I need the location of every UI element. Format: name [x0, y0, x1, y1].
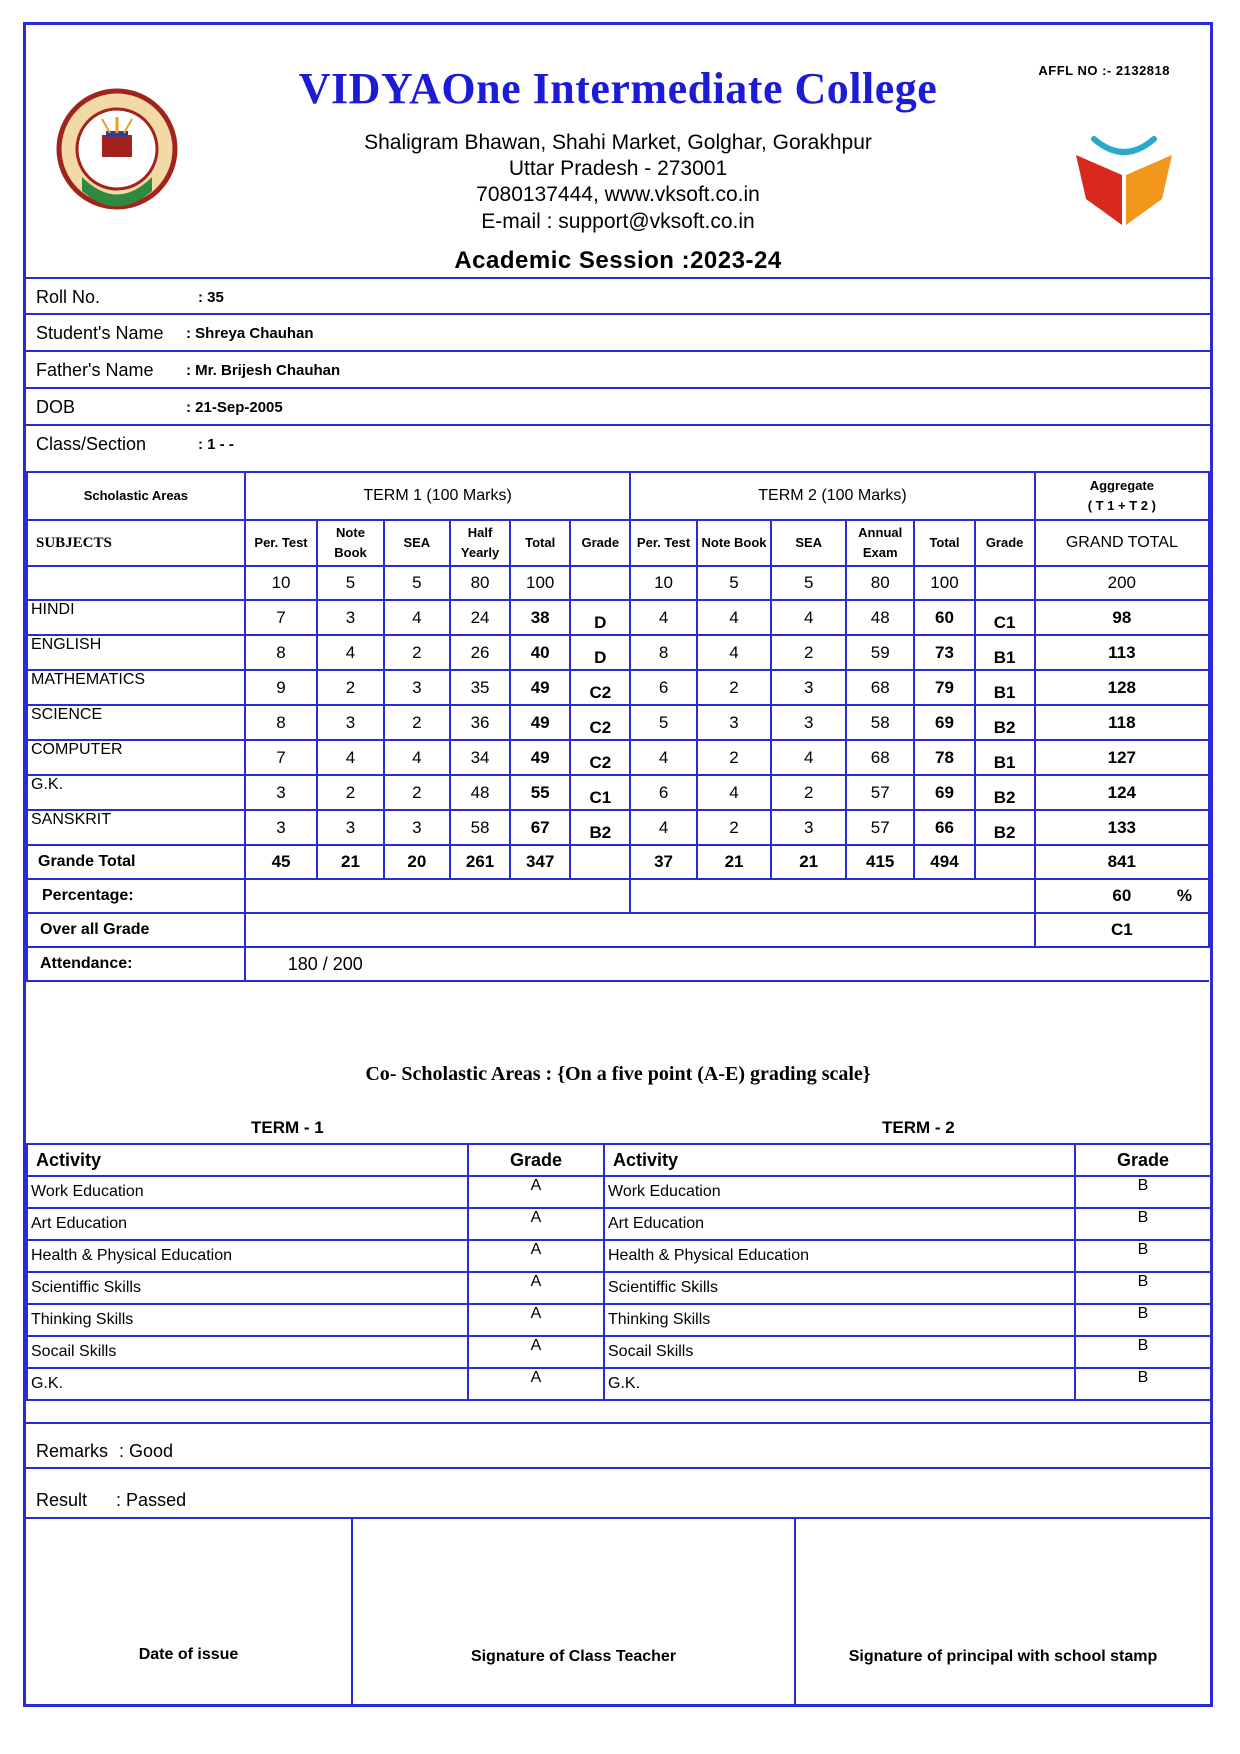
total-cell: 494	[914, 845, 974, 879]
subject-name: ENGLISH	[27, 635, 245, 670]
total-cell: 415	[846, 845, 914, 879]
mark-cell: 2	[384, 635, 450, 670]
t1-grade-cell: D	[570, 600, 630, 635]
overall-grade-row	[27, 913, 1209, 947]
remarks-label: Remarks	[36, 1441, 109, 1461]
list-item	[27, 1240, 604, 1272]
subject-name: SCIENCE	[27, 705, 245, 740]
mark-cell: 7	[245, 600, 318, 635]
info-row-father	[26, 350, 1210, 386]
t2-grade-cell: B2	[975, 775, 1035, 810]
grand-total-header: GRAND TOTAL	[1035, 520, 1209, 566]
t1-grade-cell: C2	[570, 740, 630, 775]
result-label: Result	[36, 1490, 88, 1510]
table-row	[27, 635, 1209, 670]
percentage-t1-empty	[245, 879, 631, 913]
total-cell: 37	[630, 845, 696, 879]
mark-cell: 36	[450, 705, 510, 740]
t2-col-total: Total	[914, 520, 974, 566]
mark-cell: 5	[630, 705, 696, 740]
mark-cell: 6	[630, 670, 696, 705]
grand-total-row	[27, 845, 1209, 879]
attendance-row	[27, 947, 1209, 981]
mark-cell: 4	[771, 600, 846, 635]
mark-cell: 4	[630, 740, 696, 775]
t1-max-3: 80	[450, 566, 510, 600]
activity-name: Thinking Skills	[604, 1304, 1075, 1336]
percentage-cell	[1035, 879, 1209, 913]
attendance-value: 180 / 200	[245, 947, 1209, 981]
total-cell: 20	[384, 845, 450, 879]
aggregate-header	[1035, 472, 1209, 520]
co-scholastic-title: Co- Scholastic Areas : {On a five point (A-E) grading scale}	[365, 1063, 871, 1085]
t1-col-halfyearly: Half Yearly	[450, 520, 510, 566]
t2-max-5	[975, 566, 1035, 600]
t1-total-cell: 67	[510, 810, 570, 845]
co-term2-label: TERM - 2	[882, 1118, 955, 1137]
t1-max-1: 5	[317, 566, 383, 600]
list-item	[27, 1304, 604, 1336]
grand-max: 200	[1035, 566, 1209, 600]
activity-grade: B	[1075, 1272, 1211, 1304]
activity-grade: B	[1075, 1304, 1211, 1336]
principal-signature: Signature of principal with school stamp	[848, 1648, 1158, 1665]
mark-cell: 4	[771, 740, 846, 775]
mark-cell: 8	[245, 635, 318, 670]
list-item	[604, 1272, 1211, 1304]
subjects-header: SUBJECTS	[27, 520, 245, 566]
mark-cell: 8	[630, 635, 696, 670]
t2-total-cell: 66	[914, 810, 974, 845]
mark-cell: 3	[384, 670, 450, 705]
t1-col-pertest: Per. Test	[245, 520, 318, 566]
t2-total-cell: 73	[914, 635, 974, 670]
mark-cell: 4	[317, 740, 383, 775]
t1-max-0: 10	[245, 566, 318, 600]
mark-cell: 4	[697, 635, 772, 670]
t2-col-sea: SEA	[771, 520, 846, 566]
activity-name: G.K.	[604, 1368, 1075, 1400]
list-item	[604, 1176, 1211, 1208]
overall-grade-value: C1	[1035, 913, 1209, 947]
t2-total-cell: 79	[914, 670, 974, 705]
t1-total-cell: 49	[510, 670, 570, 705]
scholastic-table	[26, 471, 1210, 982]
mark-cell: 3	[771, 810, 846, 845]
mark-cell: 2	[771, 775, 846, 810]
term1-header: TERM 1 (100 Marks)	[245, 472, 631, 520]
total-cell	[975, 845, 1035, 879]
grade-header: Grade	[468, 1144, 604, 1176]
mark-cell: 57	[846, 810, 914, 845]
t1-col-notebook: Note Book	[317, 520, 383, 566]
mark-cell: 2	[697, 670, 772, 705]
mark-cell: 34	[450, 740, 510, 775]
remarks-line	[36, 1441, 173, 1462]
mark-cell: 3	[771, 705, 846, 740]
percentage-value: 60	[1112, 886, 1132, 905]
t2-grade-cell: B2	[975, 705, 1035, 740]
mark-cell: 2	[771, 635, 846, 670]
signature-divider	[26, 1517, 1210, 1519]
activity-grade: B	[1075, 1240, 1211, 1272]
list-item	[27, 1208, 604, 1240]
table-row	[27, 705, 1209, 740]
t1-total-cell: 49	[510, 740, 570, 775]
father-value: : Mr. Brijesh Chauhan	[186, 362, 341, 379]
mark-cell: 26	[450, 635, 510, 670]
email-line: E-mail : support@vksoft.co.in	[481, 210, 755, 233]
activity-name: G.K.	[27, 1368, 468, 1400]
mark-cell: 6	[630, 775, 696, 810]
mark-cell: 4	[384, 600, 450, 635]
activity-name: Art Education	[27, 1208, 468, 1240]
activity-name: Socail Skills	[604, 1336, 1075, 1368]
subject-name: SANSKRIT	[27, 810, 245, 845]
mark-cell: 2	[384, 775, 450, 810]
overall-grade-label: Over all Grade	[27, 913, 245, 947]
date-of-issue: Date of issue	[138, 1646, 239, 1663]
class-teacher-signature: Signature of Class Teacher	[470, 1648, 677, 1665]
grand-total-value: 841	[1035, 845, 1209, 879]
t2-total-cell: 69	[914, 775, 974, 810]
dob-label: DOB	[36, 397, 76, 417]
roll-label: Roll No.	[36, 287, 101, 307]
grand-total-cell: 113	[1035, 635, 1209, 670]
father-label: Father's Name	[36, 360, 154, 380]
t1-col-total: Total	[510, 520, 570, 566]
table-row	[27, 740, 1209, 775]
grand-total-cell: 128	[1035, 670, 1209, 705]
subject-name: COMPUTER	[27, 740, 245, 775]
t1-grade-cell: C1	[570, 775, 630, 810]
dob-value: : 21-Sep-2005	[186, 399, 283, 416]
t2-total-cell: 69	[914, 705, 974, 740]
overall-grade-empty	[245, 913, 1035, 947]
grade-header: Grade	[1075, 1144, 1211, 1176]
activity-header: Activity	[27, 1144, 468, 1176]
table-row	[27, 775, 1209, 810]
t2-max-4: 100	[914, 566, 974, 600]
mark-cell: 3	[697, 705, 772, 740]
t1-total-cell: 38	[510, 600, 570, 635]
list-item	[27, 1368, 604, 1400]
t2-total-cell: 78	[914, 740, 974, 775]
t2-grade-cell: B1	[975, 670, 1035, 705]
list-item	[604, 1208, 1211, 1240]
scholastic-areas-header: Scholastic Areas	[27, 472, 245, 520]
mark-cell: 2	[384, 705, 450, 740]
mark-cell: 4	[384, 740, 450, 775]
t2-max-1: 5	[697, 566, 772, 600]
info-row-class	[26, 424, 1210, 472]
contact-line: 7080137444, www.vksoft.co.in	[476, 183, 760, 206]
t2-max-0: 10	[630, 566, 696, 600]
co-term2-head	[604, 1144, 1211, 1176]
percentage-row	[27, 879, 1209, 913]
grand-total-cell: 124	[1035, 775, 1209, 810]
list-item	[604, 1368, 1211, 1400]
activity-name: Work Education	[604, 1176, 1075, 1208]
t1-grade-cell: C2	[570, 670, 630, 705]
activity-grade: B	[1075, 1368, 1211, 1400]
address-line-2: Uttar Pradesh - 273001	[508, 157, 728, 180]
mark-cell: 58	[450, 810, 510, 845]
t2-grade-cell: B1	[975, 635, 1035, 670]
mark-cell: 3	[245, 775, 318, 810]
name-label: Student's Name	[36, 323, 164, 343]
t1-col-sea: SEA	[384, 520, 450, 566]
mark-cell: 2	[697, 740, 772, 775]
signature-separator	[794, 1519, 796, 1704]
percent-sign: %	[1176, 886, 1192, 905]
name-value: : Shreya Chauhan	[186, 325, 314, 342]
mark-cell: 3	[317, 600, 383, 635]
header	[26, 25, 1210, 277]
mark-cell: 3	[317, 705, 383, 740]
activity-name: Scientiffic Skills	[604, 1272, 1075, 1304]
activity-grade: A	[468, 1176, 604, 1208]
grand-total-cell: 98	[1035, 600, 1209, 635]
t2-grade-cell: C1	[975, 600, 1035, 635]
activity-grade: A	[468, 1240, 604, 1272]
activity-name: Health & Physical Education	[604, 1240, 1075, 1272]
t2-col-notebook: Note Book	[697, 520, 772, 566]
activity-grade: A	[468, 1368, 604, 1400]
grand-total-cell: 118	[1035, 705, 1209, 740]
class-value: : 1 - -	[198, 436, 234, 453]
aggregate-label: Aggregate	[1089, 478, 1154, 493]
t1-grade-cell: D	[570, 635, 630, 670]
table-row	[27, 600, 1209, 635]
t2-total-cell: 60	[914, 600, 974, 635]
t2-grade-cell: B2	[975, 810, 1035, 845]
t2-max-2: 5	[771, 566, 846, 600]
mark-cell: 59	[846, 635, 914, 670]
activity-name: Thinking Skills	[27, 1304, 468, 1336]
mark-cell: 68	[846, 740, 914, 775]
mark-cell: 4	[317, 635, 383, 670]
total-cell: 21	[771, 845, 846, 879]
mark-cell: 57	[846, 775, 914, 810]
t1-max-4: 100	[510, 566, 570, 600]
t2-col-annual: Annual Exam	[846, 520, 914, 566]
grand-total-cell: 133	[1035, 810, 1209, 845]
activity-grade: B	[1075, 1208, 1211, 1240]
percentage-t2-empty	[630, 879, 1034, 913]
total-cell: 45	[245, 845, 318, 879]
activity-name: Health & Physical Education	[27, 1240, 468, 1272]
t1-total-cell: 55	[510, 775, 570, 810]
list-item	[604, 1304, 1211, 1336]
address-line-1: Shaligram Bhawan, Shahi Market, Golghar, Gorakhpur	[364, 131, 872, 154]
max-row-label	[27, 566, 245, 600]
info-row-name	[26, 313, 1210, 349]
mark-cell: 3	[771, 670, 846, 705]
co-term1-table	[26, 1143, 605, 1401]
activity-grade: B	[1075, 1336, 1211, 1368]
school-name: VIDYAOne Intermediate College	[298, 64, 938, 113]
table-row	[27, 810, 1209, 845]
t1-max-5	[570, 566, 630, 600]
list-item	[604, 1240, 1211, 1272]
activity-name: Work Education	[27, 1176, 468, 1208]
report-card	[23, 22, 1213, 1707]
t1-total-cell: 40	[510, 635, 570, 670]
mark-cell: 48	[846, 600, 914, 635]
remarks-value: : Good	[119, 1441, 174, 1461]
mark-cell: 4	[697, 775, 772, 810]
activity-grade: A	[468, 1208, 604, 1240]
mark-cell: 3	[245, 810, 318, 845]
mark-cell: 68	[846, 670, 914, 705]
mark-cell: 4	[630, 600, 696, 635]
mark-cell: 8	[245, 705, 318, 740]
total-cell: 21	[317, 845, 383, 879]
t1-grade-cell: C2	[570, 705, 630, 740]
subject-name: MATHEMATICS	[27, 670, 245, 705]
info-row-roll	[26, 277, 1210, 313]
activity-grade: A	[468, 1304, 604, 1336]
list-item	[27, 1176, 604, 1208]
subject-name: G.K.	[27, 775, 245, 810]
list-item	[27, 1272, 604, 1304]
total-cell: 347	[510, 845, 570, 879]
activity-name: Art Education	[604, 1208, 1075, 1240]
mark-cell: 3	[317, 810, 383, 845]
mark-cell: 4	[697, 600, 772, 635]
activity-name: Scientiffic Skills	[27, 1272, 468, 1304]
info-row-dob	[26, 387, 1210, 423]
aggregate-sub: ( T 1 + T 2 )	[1087, 498, 1156, 513]
remarks-divider	[26, 1422, 1210, 1424]
activity-grade: B	[1075, 1176, 1211, 1208]
mark-cell: 3	[384, 810, 450, 845]
t2-max-3: 80	[846, 566, 914, 600]
roll-value: : 35	[198, 289, 224, 306]
result-line	[36, 1490, 186, 1511]
co-term1-head	[27, 1144, 604, 1176]
t1-total-cell: 49	[510, 705, 570, 740]
subject-name: HINDI	[27, 600, 245, 635]
co-term1-label: TERM - 1	[251, 1118, 324, 1137]
t2-grade-cell: B1	[975, 740, 1035, 775]
signature-separator	[351, 1519, 353, 1704]
result-value: : Passed	[116, 1490, 187, 1510]
activity-grade: A	[468, 1272, 604, 1304]
total-cell	[570, 845, 630, 879]
t1-col-grade: Grade	[570, 520, 630, 566]
t2-col-pertest: Per. Test	[630, 520, 696, 566]
total-cell: 21	[697, 845, 772, 879]
mark-cell: 2	[317, 775, 383, 810]
book-logo	[1064, 117, 1184, 237]
mark-cell: 58	[846, 705, 914, 740]
table-row	[27, 670, 1209, 705]
mark-cell: 24	[450, 600, 510, 635]
class-label: Class/Section	[36, 434, 147, 454]
list-item	[27, 1336, 604, 1368]
activity-grade: A	[468, 1336, 604, 1368]
t1-grade-cell: B2	[570, 810, 630, 845]
attendance-label: Attendance:	[27, 947, 245, 981]
total-cell: 261	[450, 845, 510, 879]
mark-cell: 2	[697, 810, 772, 845]
activity-name: Socail Skills	[27, 1336, 468, 1368]
list-item	[604, 1336, 1211, 1368]
result-divider	[26, 1467, 1210, 1469]
mark-cell: 2	[317, 670, 383, 705]
mark-cell: 9	[245, 670, 318, 705]
affiliation-number: AFFL NO :- 2132818	[1038, 63, 1170, 78]
academic-session: Academic Session :2023-24	[454, 247, 782, 274]
co-term2-table	[603, 1143, 1212, 1401]
term2-header: TERM 2 (100 Marks)	[630, 472, 1034, 520]
t1-max-2: 5	[384, 566, 450, 600]
mark-cell: 48	[450, 775, 510, 810]
mark-cell: 7	[245, 740, 318, 775]
grand-total-label: Grande Total	[27, 845, 245, 879]
percentage-label: Percentage:	[27, 879, 245, 913]
mark-cell: 4	[630, 810, 696, 845]
mark-cell: 35	[450, 670, 510, 705]
grand-total-cell: 127	[1035, 740, 1209, 775]
activity-header: Activity	[604, 1144, 1075, 1176]
t2-col-grade: Grade	[975, 520, 1035, 566]
